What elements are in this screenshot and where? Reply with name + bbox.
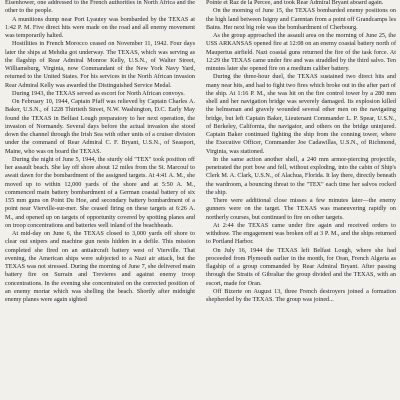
paragraph: Off Bizerte on August 13, three French destroyers joined a formation shepherded by the TEXAS. The group was joined... [206,287,396,303]
paragraph: On July 16, 1944 the TEXAS left Belfast Lough, where she had proceeded from Plymouth earlier in the month, for Oran, French Algeria as flagship of a group commanded by Rear Admiral Bryant. After passing through the Straits of Gibraltar the group divided and the TEXAS, with an escort, made for Oran. [206,246,396,287]
left-column [5,0,195,304]
paragraph: In the same action another shell, a 240 mm armor-piercing projectile, penetrated the port bow and fell, without exploding, into the cabin of Ship's Clerk M. A. Clark, U.S.N., of Alachua, Florida. It lay there, directly beneath the wardroom, a bouncing threat to the "TEX" each time her salvos rocked the ship. [206,155,396,196]
paragraph: At mid-day on June 6, the TEXAS closed to 3,000 yards off shore to clear out snipers and machine gun nests hidden in a defile. This mission completed she fired on an antiaircraft battery west of Vierville. That evening, the American ships were subjected to a Nazi air attack, but the TEXAS was not stressed. During the morning of June 7, she delivered main battery fire on Surrain and Trevieres and against enemy troop concentrations. In the evening she concentrated on the corrected position of an enemy mortar which was shelling the beach. Shortly after midnight enemy planes were again sighted [5,230,195,303]
paragraph: During the three-hour duel, the TEXAS sustained two direct hits and many near hits, and had to fight two fires which broke out in the after part of the ship. At 1:16 P. M., she was hit on the fire control tower by a 280 mm shell and her navigation bridge was severely damaged. Its explosion killed the helmsman and gravely wounded several other men on the navigating bridge, but left Captain Baker, Lieutenant Commander L. P. Spear, U.S.N., of Berkeley, California, the navigator, and others on the bridge uninjured. Captain Baker continued fighting the ship from the conning tower, where the Executive Officer, Commander Joe Cadawillas, U.S.N., of Richmond, Virginia, was stationed. [206,73,396,155]
paragraph: There were additional close misses a few minutes later—the enemy gunners were on the target. The TEXAS was maneuvering rapidly on northerly courses, but continued to fire on other targets. [206,197,396,221]
paragraph: Pointe et Raz de la Percee, and took Rear Admiral Bryant aboard again. [206,0,384,6]
paragraph: At 2:44 the TEXAS came under fire again and received orders to withdraw. The engagement was broken off at 3 P. M., and the ships returned to Portland Harbor. [206,221,396,246]
paragraph: During 1943, the TEXAS served as escort for North African convoys. [12,89,185,97]
paragraph: As the group approached the assault area on the morning of June 25, the USS ARKANSAS opened fire at 12:08 on an enemy coastal battery north of Maupertus airfield. Nazi coastal guns returned the fire of the task force. At 12:29 the TEXAS came under fire and was straddled by the third salvo. Ten minutes later she opened fire on a medium caliber battery. [206,32,396,72]
paragraph: On the morning of June 15, the TEXAS bombarded enemy positions on the high land between Isigny and Carentan from a point off Grandcamps les Bains. Her next big role was the bombardment of Cherbourg. [206,7,396,31]
paragraph: On February 10, 1944, Captain Pfaff was relieved by Captain Charles A. Baker, U.S.N., of 1228 Thirtieth Street, N.W. Washington, D.C. Early May found the TEXAS in Belfast Lough preparatory to her next operation, the invasion of Normandy. Several days before the actual invasion she stood down the channel through the Irish Sea with other units of a cruiser division under the command of Rear Admiral C. F. Bryant, U.S.N., of Seasport, Maine, who was on board the TEXAS. [5,98,195,155]
paragraph: Hostilities in French Morocco ceased on November 11, 1942. Four days later the ships at Mehdia got underway. The TEXAS, which was serving as the flagship of Rear Admiral Monroe Kelly, U.S.N., of Walter Street, Williamsburg, Virginia, now Commandant of the New York Navy Yard, returned to the United States. For his services in the North African invasion Rear Admiral Kelly was awarded the Distinguished Service Medal. [5,40,195,89]
paragraph: A munitions dump near Port Lyautey was bombarded by the TEXAS at 1:42 P. M. Five direct hits were made on the road and all enemy movement was temporarily halted. [5,15,195,39]
right-column [206,0,396,304]
paragraph: During the night of June 5, 1944, the sturdy old "TEX" took position off her assault beach. She lay off shore about 12 miles from the St. Marcouf to await dawn for the bombardment of the assigned targets. At 4:41 A. M., she moved up to within 12,000 yards of the shore and at 5:50 A. M., commenced main battery bombardment of a German coastal battery of six 155 mm guns on Point Du Hoe, and secondary battery bombardment of a point near Vierville-sur-mer. She ceased firing on these targets at 6:26 A. M., and opened up on targets of opportunity covered by spotting planes and on troop concentrations and batteries well inland of the beachheads. [5,155,195,229]
paragraph: Eisenhower, one addressed to the French authorities in North Africa and the other to the people. [5,0,195,15]
